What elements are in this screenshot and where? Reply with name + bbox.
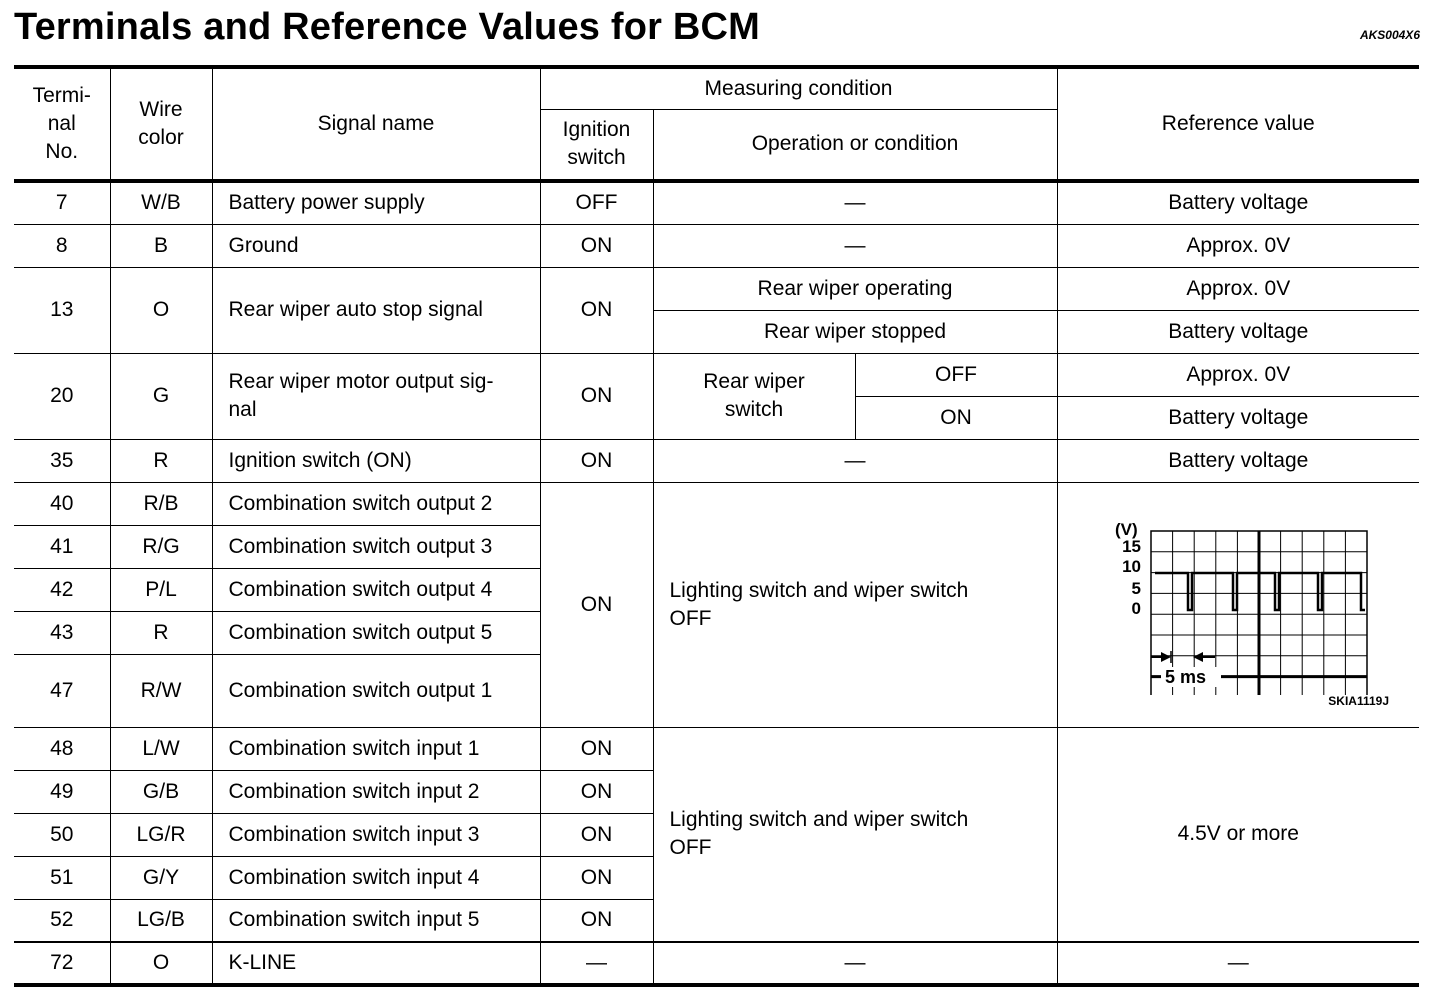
terminal-no: 72 (14, 942, 110, 985)
signal-name: Combination switch output 5 (212, 611, 540, 654)
waveform-cell (1057, 482, 1419, 727)
reference-value: Battery voltage (1057, 181, 1419, 224)
ignition-switch: ON (540, 482, 653, 727)
header-measuring-condition: Measuring condition (540, 67, 1057, 109)
terminal-no: 49 (14, 770, 110, 813)
waveform-tick: 10 (1122, 556, 1142, 576)
terminal-no: 20 (14, 353, 110, 439)
signal-name: Rear wiper auto stop signal (212, 267, 540, 353)
wire-color: G (110, 353, 212, 439)
wire-color: W/B (110, 181, 212, 224)
header-signal-name: Signal name (212, 67, 540, 181)
table-row (14, 727, 1419, 770)
wire-color: B (110, 224, 212, 267)
operation: — (653, 942, 1057, 985)
signal-name: Ground (212, 224, 540, 267)
wire-color: L/W (110, 727, 212, 770)
terminal-no: 48 (14, 727, 110, 770)
table-row (14, 482, 1419, 525)
waveform-code: SKIA1119J (1328, 693, 1390, 708)
operation-sub: ON (855, 396, 1057, 439)
terminal-no: 7 (14, 181, 110, 224)
page-title: Terminals and Reference Values for BCM (14, 6, 761, 48)
ignition-switch: ON (540, 267, 653, 353)
reference-value: — (1057, 942, 1419, 985)
table-row (14, 353, 1419, 396)
wire-color: R (110, 439, 212, 482)
wire-color: O (110, 942, 212, 985)
ignition-switch: ON (540, 353, 653, 439)
operation: — (653, 181, 1057, 224)
reference-value: Battery voltage (1057, 439, 1419, 482)
operation: Lighting switch and wiper switch OFF (653, 727, 1057, 942)
signal-name: Battery power supply (212, 181, 540, 224)
signal-name: Combination switch input 5 (212, 899, 540, 942)
header-wire-color: Wire color (110, 67, 212, 181)
wire-color: LG/B (110, 899, 212, 942)
reference-value: Approx. 0V (1057, 224, 1419, 267)
terminal-no: 40 (14, 482, 110, 525)
wire-color: G/B (110, 770, 212, 813)
table-row (14, 439, 1419, 482)
header-terminal-no: Termi- nal No. (14, 67, 110, 181)
header-operation: Operation or condition (653, 109, 1057, 181)
ignition-switch: ON (540, 813, 653, 856)
ignition-switch: ON (540, 727, 653, 770)
signal-name: Combination switch output 2 (212, 482, 540, 525)
terminal-no: 50 (14, 813, 110, 856)
waveform-time-label: 5 ms (1165, 666, 1207, 687)
signal-name: Rear wiper motor output sig- nal (212, 353, 540, 439)
reference-value: Approx. 0V (1057, 267, 1419, 310)
ignition-switch: — (540, 942, 653, 985)
table-row (14, 942, 1419, 985)
ignition-switch: ON (540, 770, 653, 813)
terminal-no: 8 (14, 224, 110, 267)
wire-color: R/B (110, 482, 212, 525)
signal-name: Combination switch input 2 (212, 770, 540, 813)
terminal-no: 42 (14, 568, 110, 611)
wire-color: R/G (110, 525, 212, 568)
wire-color: R (110, 611, 212, 654)
ignition-switch: ON (540, 856, 653, 899)
table-row (14, 267, 1419, 310)
ignition-switch: ON (540, 439, 653, 482)
reference-value: 4.5V or more (1057, 727, 1419, 942)
wire-color: LG/R (110, 813, 212, 856)
operation: Rear wiper switch (653, 353, 855, 439)
reference-value: Battery voltage (1057, 310, 1419, 353)
ignition-switch: ON (540, 224, 653, 267)
terminal-no: 47 (14, 654, 110, 727)
wire-color: R/W (110, 654, 212, 727)
operation-sub: OFF (855, 353, 1057, 396)
wire-color: P/L (110, 568, 212, 611)
waveform-tick: 15 (1122, 536, 1142, 556)
operation: — (653, 224, 1057, 267)
document-code: AKS004X6 (1359, 28, 1420, 42)
terminal-no: 41 (14, 525, 110, 568)
signal-name: Combination switch output 4 (212, 568, 540, 611)
signal-name: Combination switch input 4 (212, 856, 540, 899)
header-reference-value: Reference value (1057, 67, 1419, 181)
bcm-terminal-table (14, 65, 1419, 987)
terminal-no: 13 (14, 267, 110, 353)
reference-value: Battery voltage (1057, 396, 1419, 439)
arrow-right-icon (1161, 652, 1171, 662)
signal-name: Combination switch input 1 (212, 727, 540, 770)
table-row (14, 181, 1419, 224)
wire-color: G/Y (110, 856, 212, 899)
header-ignition-switch: Ignition switch (540, 109, 653, 181)
waveform-unit: (V) (1115, 519, 1138, 539)
operation: Lighting switch and wiper switch OFF (653, 482, 1057, 727)
operation: Rear wiper operating (653, 267, 1057, 310)
wire-color: O (110, 267, 212, 353)
signal-name: Ignition switch (ON) (212, 439, 540, 482)
ignition-switch: ON (540, 899, 653, 942)
operation: — (653, 439, 1057, 482)
ignition-switch: OFF (540, 181, 653, 224)
waveform-tick: 5 (1131, 578, 1142, 598)
terminal-no: 43 (14, 611, 110, 654)
reference-value: Approx. 0V (1057, 353, 1419, 396)
signal-name: K-LINE (212, 942, 540, 985)
table-row (14, 224, 1419, 267)
signal-name: Combination switch output 1 (212, 654, 540, 727)
waveform-tick: 0 (1131, 598, 1142, 618)
operation: Rear wiper stopped (653, 310, 1057, 353)
signal-name: Combination switch input 3 (212, 813, 540, 856)
terminal-no: 35 (14, 439, 110, 482)
signal-name: Combination switch output 3 (212, 525, 540, 568)
terminal-no: 52 (14, 899, 110, 942)
terminal-no: 51 (14, 856, 110, 899)
waveform-chart (1103, 515, 1373, 695)
